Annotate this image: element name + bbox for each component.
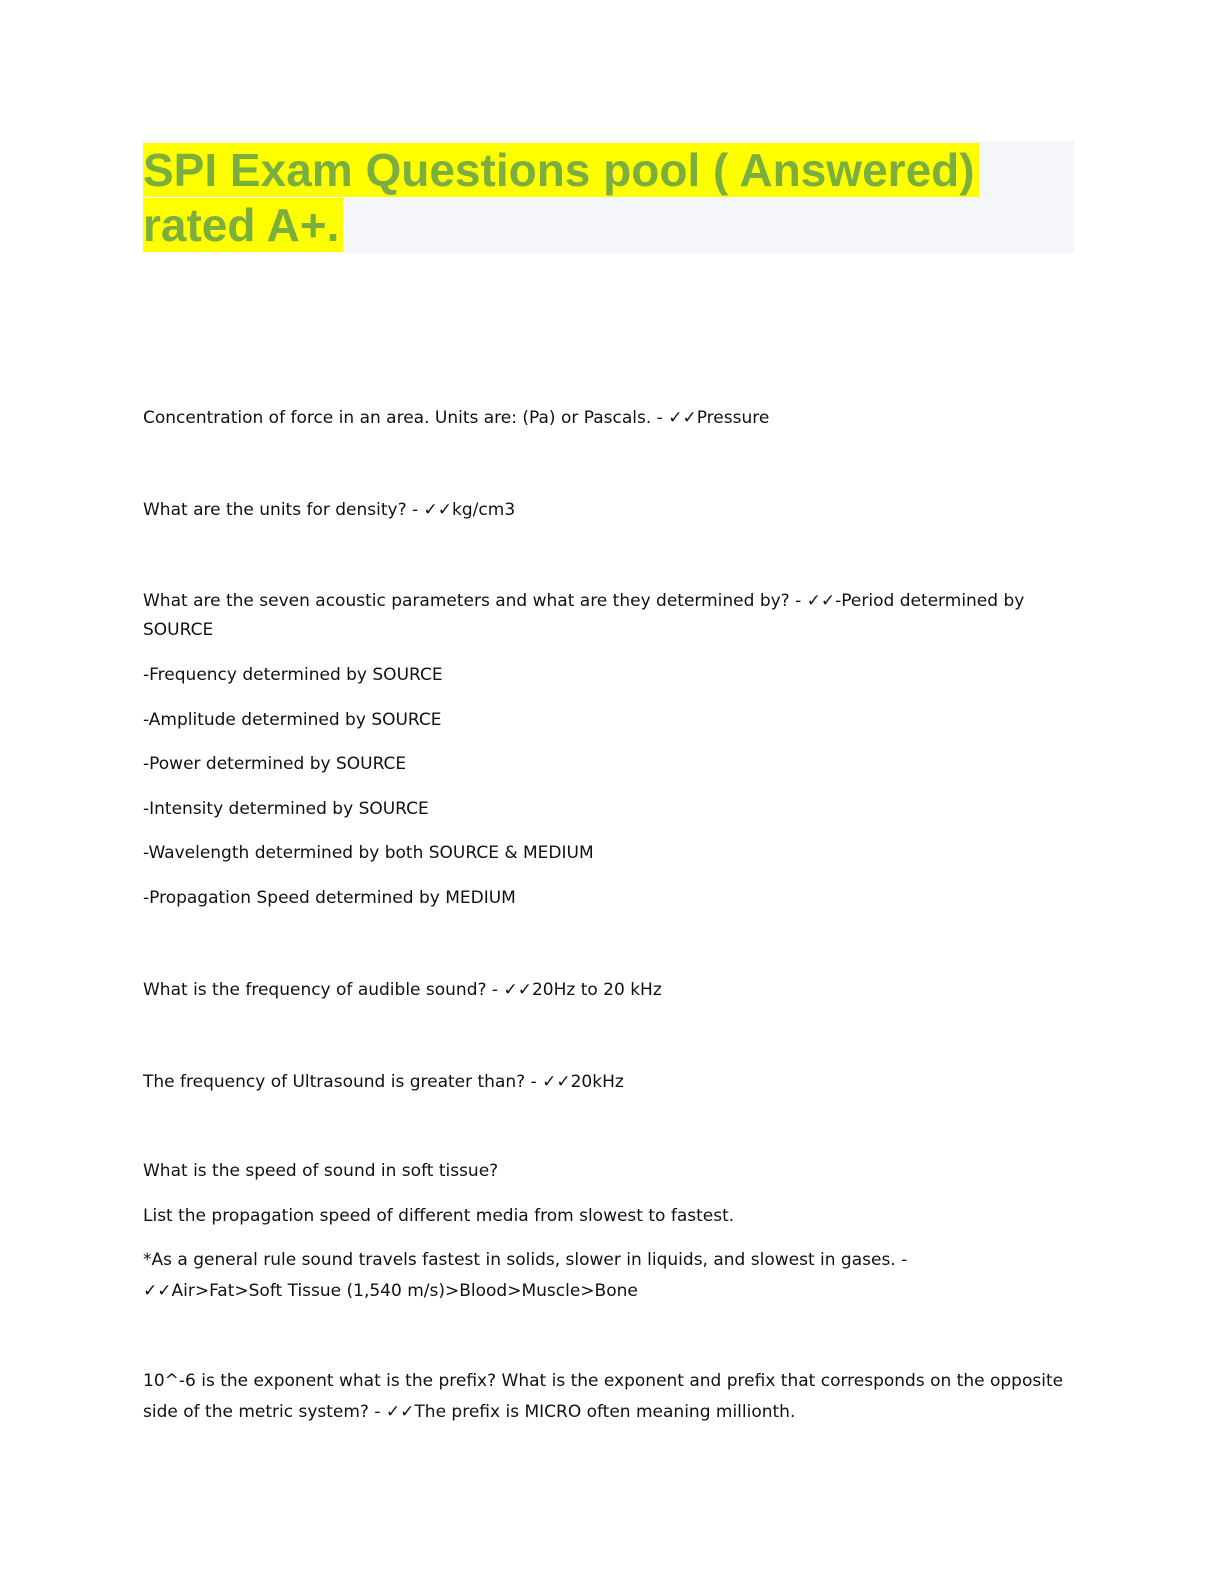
double-check-icon: ✓✓ xyxy=(143,1281,172,1301)
qa-item-audible-sound xyxy=(143,975,1083,1005)
qa-item-propagation-speed xyxy=(143,1245,1083,1307)
answer-text: 20Hz to 20 kHz xyxy=(531,980,662,1000)
qa-question-line xyxy=(143,1156,1083,1186)
answer-line: -Intensity determined by SOURCE xyxy=(143,799,429,819)
qa-paragraph xyxy=(143,1067,1083,1097)
question-text: Concentration of force in an area. Units are: (Pa) or Pascals. - xyxy=(143,408,669,428)
answer-text: -Period determined by SOURCE xyxy=(143,591,1025,640)
answer-text: Pressure xyxy=(696,408,770,428)
question-text: What are the units for density? - xyxy=(143,500,424,520)
answer-text: Air>Fat>Soft Tissue (1,540 m/s)>Blood>Muscle>Bone xyxy=(171,1281,638,1301)
question-line: List the propagation speed of different media from slowest to fastest. xyxy=(143,1206,735,1226)
answer-line: -Amplitude determined by SOURCE xyxy=(143,710,442,730)
double-check-icon: ✓✓ xyxy=(806,591,836,611)
qa-paragraph xyxy=(143,587,1083,645)
qa-paragraph xyxy=(143,403,1083,433)
question-line: What is the speed of sound in soft tissue? xyxy=(143,1161,499,1181)
qa-answer-line xyxy=(143,838,1083,868)
qa-paragraph xyxy=(143,495,1083,525)
answer-line: -Wavelength determined by both SOURCE & MEDIUM xyxy=(143,843,594,863)
qa-answer-line xyxy=(143,749,1083,779)
document-title-line-2: rated A+. xyxy=(143,198,343,252)
qa-item-density xyxy=(143,495,1083,525)
qa-question-line xyxy=(143,1201,1083,1231)
qa-answer-line xyxy=(143,883,1083,913)
qa-paragraph xyxy=(143,975,1083,1005)
qa-paragraph xyxy=(143,1245,1083,1307)
qa-item-pressure xyxy=(143,403,1083,433)
answer-text: The prefix is MICRO often meaning millionth. xyxy=(414,1402,796,1422)
document-title-line-1: SPI Exam Questions pool ( Answered) xyxy=(143,143,979,197)
answer-line: -Frequency determined by SOURCE xyxy=(143,665,443,685)
double-check-icon: ✓✓ xyxy=(503,980,532,1000)
answer-text: kg/cm3 xyxy=(452,500,516,520)
double-check-icon: ✓✓ xyxy=(385,1402,415,1422)
double-check-icon: ✓✓ xyxy=(542,1072,571,1092)
question-text: *As a general rule sound travels fastest in solids, slower in liquids, and slowest in gases. - xyxy=(143,1250,908,1270)
question-text: The frequency of Ultrasound is greater than? - xyxy=(143,1072,543,1092)
qa-answer-line xyxy=(143,660,1083,690)
answer-line: -Power determined by SOURCE xyxy=(143,754,407,774)
question-text: What is the frequency of audible sound? - xyxy=(143,980,504,1000)
qa-item-ultrasound xyxy=(143,1067,1083,1097)
answer-line: -Propagation Speed determined by MEDIUM xyxy=(143,888,516,908)
double-check-icon: ✓✓ xyxy=(423,500,453,520)
qa-answer-line xyxy=(143,705,1083,735)
double-check-icon: ✓✓ xyxy=(668,408,697,428)
question-text: What are the seven acoustic parameters and what are they determined by? - xyxy=(143,591,807,611)
question-text: 10^-6 is the exponent what is the prefix? What is the exponent and prefix that corresponds on the opposite side of the metric system? - xyxy=(143,1371,1064,1422)
qa-item-acoustic-parameters xyxy=(143,587,1083,645)
qa-item-metric-prefix xyxy=(143,1366,1083,1428)
answer-text: 20kHz xyxy=(570,1072,624,1092)
qa-paragraph xyxy=(143,1366,1083,1428)
qa-answer-line xyxy=(143,794,1083,824)
